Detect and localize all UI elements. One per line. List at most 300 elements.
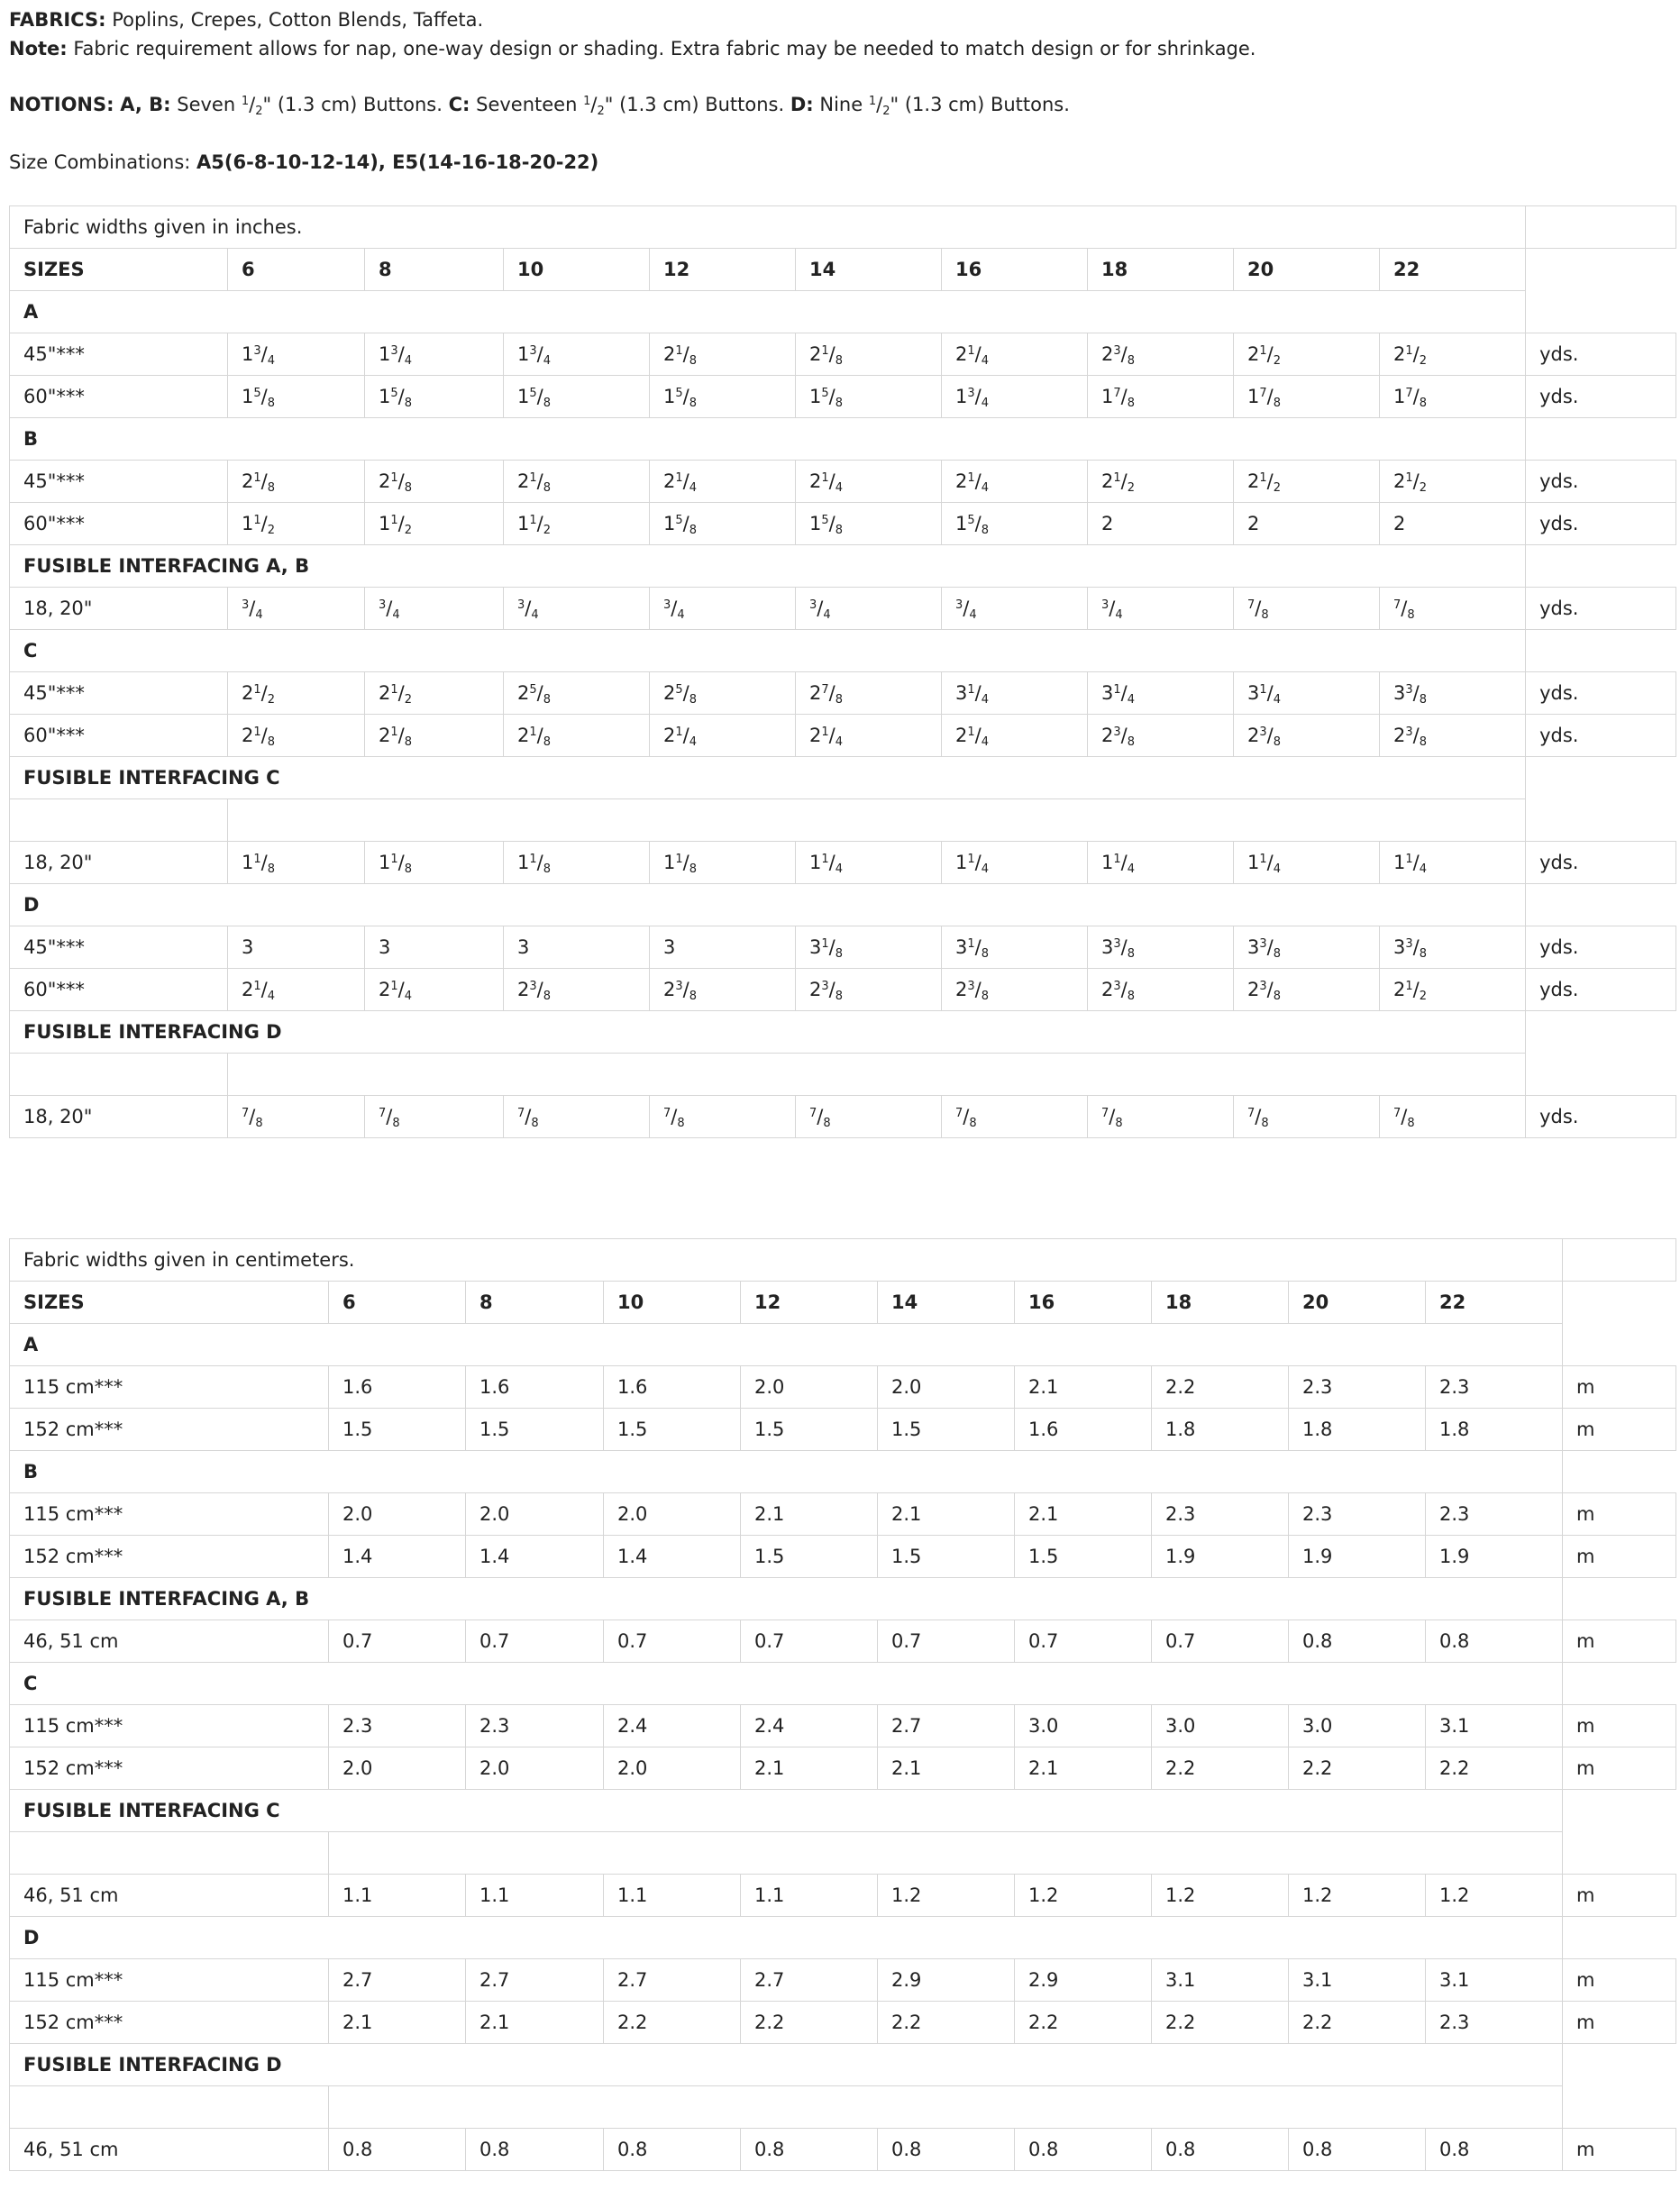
- value-cell: $2^1/_8$: [504, 461, 650, 503]
- value-cell: $3^3/_8$: [1088, 926, 1234, 969]
- value-cell: 0.8: [1289, 2129, 1426, 2171]
- value-cell: 2: [1380, 503, 1526, 545]
- value-cell: $2^1/_8$: [796, 333, 942, 376]
- value-cell: 2.0: [604, 1493, 741, 1536]
- value-cell: 2.7: [878, 1705, 1015, 1747]
- value-cell: 0.7: [604, 1620, 741, 1663]
- value-cell: $3^3/_8$: [1380, 926, 1526, 969]
- value-cell: 0.8: [329, 2129, 466, 2171]
- value-cell: $2^1/_2$: [1234, 333, 1380, 376]
- value-cell: 2.4: [604, 1705, 741, 1747]
- row-label: 60"***: [10, 376, 228, 418]
- half-fraction: $^1/_2$: [868, 94, 890, 118]
- notions-line: [9, 94, 1070, 118]
- value-cell: 1.2: [1426, 1875, 1563, 1917]
- notions-d-count: Nine: [819, 94, 863, 115]
- value-cell: $1^7/_8$: [1380, 376, 1526, 418]
- table-row: [10, 588, 1676, 630]
- value-cell: $2^1/_4$: [942, 461, 1088, 503]
- value-cell: 0.8: [604, 2129, 741, 2171]
- value-cell: 0.7: [878, 1620, 1015, 1663]
- section-label: D: [10, 884, 1526, 926]
- size-header-cell: 8: [466, 1282, 604, 1324]
- unit-cell: m: [1563, 1705, 1676, 1747]
- value-cell: $2^1/_4$: [796, 715, 942, 757]
- row-label: 18, 20": [10, 588, 228, 630]
- note-label: Note:: [9, 38, 68, 59]
- section-row: [10, 884, 1676, 926]
- value-cell: $^7/_8$: [650, 1096, 796, 1138]
- value-cell: 1.6: [466, 1366, 604, 1409]
- value-cell: $^3/_4$: [1088, 588, 1234, 630]
- value-cell: $2^3/_8$: [650, 969, 796, 1011]
- value-cell: 2.2: [741, 2002, 878, 2044]
- section-label: C: [10, 630, 1526, 672]
- value-cell: $2^3/_8$: [796, 969, 942, 1011]
- value-cell: $2^3/_8$: [942, 969, 1088, 1011]
- fabrics-text: Poplins, Crepes, Cotton Blends, Taffeta.: [112, 9, 484, 31]
- blank-cell: [10, 1054, 228, 1096]
- row-label: 152 cm***: [10, 1536, 329, 1578]
- value-cell: 2.3: [1426, 1493, 1563, 1536]
- blank-row: [10, 1054, 1676, 1096]
- section-label: A: [10, 291, 1526, 333]
- blank-cell: [10, 799, 228, 842]
- value-cell: $2^1/_8$: [365, 461, 504, 503]
- value-cell: 2.3: [1289, 1366, 1426, 1409]
- notions-label: NOTIONS:: [9, 94, 114, 115]
- value-cell: $3^3/_8$: [1380, 672, 1526, 715]
- value-cell: 2.1: [1015, 1493, 1152, 1536]
- size-header-cell: 22: [1380, 249, 1526, 291]
- value-cell: $1^1/_4$: [942, 842, 1088, 884]
- value-cell: 2.0: [466, 1747, 604, 1790]
- value-cell: 2.1: [878, 1747, 1015, 1790]
- blank-cell: [329, 1832, 1563, 1875]
- value-cell: $^3/_4$: [228, 588, 365, 630]
- value-cell: 1.1: [604, 1875, 741, 1917]
- value-cell: $1^1/_4$: [1380, 842, 1526, 884]
- row-label: 45"***: [10, 333, 228, 376]
- value-cell: 0.8: [1152, 2129, 1289, 2171]
- empty-unit-cell: [1563, 1790, 1676, 1832]
- unit-cell: m: [1563, 1493, 1676, 1536]
- value-cell: 1.6: [1015, 1409, 1152, 1451]
- size-combinations-line: [9, 151, 598, 173]
- value-cell: 2.3: [466, 1705, 604, 1747]
- empty-unit-cell: [1563, 1578, 1676, 1620]
- value-cell: 2.3: [1426, 1366, 1563, 1409]
- row-label: 115 cm***: [10, 1959, 329, 2002]
- size-header-cell: 6: [228, 249, 365, 291]
- value-cell: $1^1/_8$: [650, 842, 796, 884]
- caption-row: [10, 1239, 1676, 1282]
- size-header-cell: 10: [504, 249, 650, 291]
- section-label: FUSIBLE INTERFACING A, B: [10, 1578, 1563, 1620]
- section-row: [10, 757, 1676, 799]
- section-row: [10, 418, 1676, 461]
- value-cell: $^7/_8$: [1088, 1096, 1234, 1138]
- value-cell: 2.0: [466, 1493, 604, 1536]
- value-cell: 3.1: [1426, 1705, 1563, 1747]
- section-row: [10, 630, 1676, 672]
- empty-unit-cell: [1563, 2086, 1676, 2129]
- value-cell: 2.0: [878, 1366, 1015, 1409]
- value-cell: $1^1/_8$: [365, 842, 504, 884]
- value-cell: $1^1/_4$: [1088, 842, 1234, 884]
- table-row: [10, 1747, 1676, 1790]
- empty-unit-cell: [1563, 1282, 1676, 1324]
- value-cell: 3: [650, 926, 796, 969]
- value-cell: 2.2: [1289, 2002, 1426, 2044]
- value-cell: 2.9: [878, 1959, 1015, 2002]
- value-cell: $2^3/_8$: [1380, 715, 1526, 757]
- size-combo-label: Size Combinations:: [9, 151, 191, 173]
- table-row: [10, 969, 1676, 1011]
- value-cell: $2^3/_8$: [1234, 715, 1380, 757]
- section-row: [10, 1011, 1676, 1054]
- value-cell: 2.1: [466, 2002, 604, 2044]
- table-row: [10, 1536, 1676, 1578]
- value-cell: 2.2: [1289, 1747, 1426, 1790]
- value-cell: $1^1/_2$: [228, 503, 365, 545]
- section-label: FUSIBLE INTERFACING C: [10, 1790, 1563, 1832]
- value-cell: 2.2: [1426, 1747, 1563, 1790]
- blank-row: [10, 1832, 1676, 1875]
- caption-row: [10, 206, 1676, 249]
- value-cell: $1^5/_8$: [228, 376, 365, 418]
- value-cell: 2.0: [741, 1366, 878, 1409]
- blank-cell: [228, 1054, 1526, 1096]
- value-cell: 0.8: [741, 2129, 878, 2171]
- value-cell: $2^1/_4$: [365, 969, 504, 1011]
- value-cell: 2.7: [329, 1959, 466, 2002]
- value-cell: 1.4: [329, 1536, 466, 1578]
- value-cell: $1^5/_8$: [796, 503, 942, 545]
- table-row: [10, 1366, 1676, 1409]
- value-cell: 2.2: [878, 2002, 1015, 2044]
- value-cell: 2.1: [329, 2002, 466, 2044]
- blank-row: [10, 2086, 1676, 2129]
- value-cell: $2^3/_8$: [1234, 969, 1380, 1011]
- value-cell: $2^1/_2$: [1234, 461, 1380, 503]
- value-cell: $^7/_8$: [796, 1096, 942, 1138]
- size-header-cell: 12: [741, 1282, 878, 1324]
- value-cell: 2.7: [604, 1959, 741, 2002]
- unit-cell: yds.: [1526, 842, 1676, 884]
- section-row: [10, 1663, 1676, 1705]
- notions-ab-count: Seven: [177, 94, 236, 115]
- value-cell: 1.2: [1152, 1875, 1289, 1917]
- value-cell: 1.8: [1426, 1409, 1563, 1451]
- unit-cell: m: [1563, 1620, 1676, 1663]
- notions-c-desc: " (1.3 cm) Buttons.: [604, 94, 785, 115]
- unit-cell: yds.: [1526, 503, 1676, 545]
- unit-cell: m: [1563, 1536, 1676, 1578]
- value-cell: $1^5/_8$: [942, 503, 1088, 545]
- size-header-cell: 14: [878, 1282, 1015, 1324]
- value-cell: $3^1/_8$: [942, 926, 1088, 969]
- value-cell: $1^5/_8$: [650, 503, 796, 545]
- table-caption: Fabric widths given in centimeters.: [10, 1239, 1563, 1282]
- section-row: [10, 2044, 1676, 2086]
- section-label: D: [10, 1917, 1563, 1959]
- half-fraction: $^1/_2$: [583, 94, 605, 118]
- blank-cell: [228, 799, 1526, 842]
- table-row: [10, 1959, 1676, 2002]
- cm-table-body: [10, 1239, 1676, 2171]
- value-cell: $1^1/_8$: [504, 842, 650, 884]
- fabrics-line: [9, 9, 483, 31]
- value-cell: 3: [228, 926, 365, 969]
- value-cell: $2^1/_8$: [228, 461, 365, 503]
- value-cell: $^7/_8$: [504, 1096, 650, 1138]
- unit-cell: m: [1563, 2002, 1676, 2044]
- value-cell: 2.2: [1152, 1366, 1289, 1409]
- size-header-cell: 16: [1015, 1282, 1152, 1324]
- value-cell: $2^1/_2$: [1380, 461, 1526, 503]
- section-label: FUSIBLE INTERFACING A, B: [10, 545, 1526, 588]
- value-cell: $2^1/_2$: [228, 672, 365, 715]
- value-cell: 3.1: [1289, 1959, 1426, 2002]
- empty-unit-cell: [1563, 1239, 1676, 1282]
- value-cell: $2^3/_8$: [1088, 715, 1234, 757]
- table-row: [10, 376, 1676, 418]
- value-cell: 1.8: [1289, 1409, 1426, 1451]
- size-header-cell: 8: [365, 249, 504, 291]
- value-cell: 2.2: [1152, 2002, 1289, 2044]
- value-cell: 2.1: [1015, 1366, 1152, 1409]
- value-cell: $^3/_4$: [796, 588, 942, 630]
- table-caption: Fabric widths given in inches.: [10, 206, 1526, 249]
- size-header-cell: 12: [650, 249, 796, 291]
- value-cell: $3^1/_4$: [942, 672, 1088, 715]
- notions-d-label: D:: [790, 94, 814, 115]
- value-cell: 0.8: [466, 2129, 604, 2171]
- value-cell: 1.5: [1015, 1536, 1152, 1578]
- value-cell: 1.9: [1289, 1536, 1426, 1578]
- value-cell: $1^5/_8$: [796, 376, 942, 418]
- value-cell: 3.0: [1152, 1705, 1289, 1747]
- value-cell: $2^1/_4$: [650, 461, 796, 503]
- blank-cell: [329, 2086, 1563, 2129]
- empty-unit-cell: [1526, 757, 1676, 799]
- value-cell: 2: [1234, 503, 1380, 545]
- value-cell: $3^1/_8$: [796, 926, 942, 969]
- inches-table-body: [10, 206, 1676, 1138]
- row-label: 46, 51 cm: [10, 1875, 329, 1917]
- value-cell: 3: [504, 926, 650, 969]
- value-cell: 0.8: [1289, 1620, 1426, 1663]
- value-cell: 2.3: [1289, 1493, 1426, 1536]
- section-label: B: [10, 1451, 1563, 1493]
- value-cell: 1.2: [878, 1875, 1015, 1917]
- value-cell: $^3/_4$: [504, 588, 650, 630]
- value-cell: $^3/_4$: [365, 588, 504, 630]
- blank-cell: [10, 2086, 329, 2129]
- value-cell: $2^1/_4$: [796, 461, 942, 503]
- value-cell: $2^1/_4$: [942, 715, 1088, 757]
- value-cell: $1^1/_2$: [365, 503, 504, 545]
- table-row: [10, 1620, 1676, 1663]
- value-cell: 0.8: [1015, 2129, 1152, 2171]
- size-header-cell: 18: [1088, 249, 1234, 291]
- value-cell: $1^3/_4$: [228, 333, 365, 376]
- section-row: [10, 1790, 1676, 1832]
- note-text: Fabric requirement allows for nap, one-way design or shading. Extra fabric may be needed to match design or for shrinkage.: [73, 38, 1256, 59]
- unit-cell: yds.: [1526, 461, 1676, 503]
- value-cell: 3.1: [1426, 1959, 1563, 2002]
- empty-unit-cell: [1526, 206, 1676, 249]
- table-row: [10, 715, 1676, 757]
- size-header-cell: 16: [942, 249, 1088, 291]
- value-cell: 2.2: [604, 2002, 741, 2044]
- value-cell: 2.1: [1015, 1747, 1152, 1790]
- table-row: [10, 926, 1676, 969]
- row-label: 60"***: [10, 969, 228, 1011]
- value-cell: $1^7/_8$: [1234, 376, 1380, 418]
- empty-unit-cell: [1526, 799, 1676, 842]
- section-row: [10, 1917, 1676, 1959]
- value-cell: $1^5/_8$: [365, 376, 504, 418]
- value-cell: $1^3/_4$: [504, 333, 650, 376]
- row-label: 152 cm***: [10, 1409, 329, 1451]
- value-cell: $2^1/_4$: [650, 715, 796, 757]
- size-header-cell: 20: [1289, 1282, 1426, 1324]
- value-cell: 2.9: [1015, 1959, 1152, 2002]
- size-header-cell: 14: [796, 249, 942, 291]
- row-label: 18, 20": [10, 1096, 228, 1138]
- value-cell: $2^3/_8$: [504, 969, 650, 1011]
- section-label: FUSIBLE INTERFACING D: [10, 1011, 1526, 1054]
- value-cell: 1.5: [741, 1536, 878, 1578]
- unit-cell: m: [1563, 1875, 1676, 1917]
- value-cell: 0.7: [1152, 1620, 1289, 1663]
- value-cell: $^7/_8$: [365, 1096, 504, 1138]
- value-cell: 1.5: [466, 1409, 604, 1451]
- value-cell: $2^3/_8$: [1088, 333, 1234, 376]
- value-cell: 0.8: [1426, 1620, 1563, 1663]
- value-cell: $2^5/_8$: [504, 672, 650, 715]
- value-cell: $^7/_8$: [228, 1096, 365, 1138]
- value-cell: 0.7: [466, 1620, 604, 1663]
- table-row: [10, 842, 1676, 884]
- value-cell: 1.5: [329, 1409, 466, 1451]
- row-label: 46, 51 cm: [10, 2129, 329, 2171]
- value-cell: $2^1/_4$: [942, 333, 1088, 376]
- value-cell: 1.5: [878, 1409, 1015, 1451]
- table-row: [10, 1875, 1676, 1917]
- value-cell: $1^7/_8$: [1088, 376, 1234, 418]
- value-cell: 1.1: [741, 1875, 878, 1917]
- unit-cell: yds.: [1526, 376, 1676, 418]
- row-label: 152 cm***: [10, 1747, 329, 1790]
- value-cell: $1^1/_8$: [228, 842, 365, 884]
- sizes-label: SIZES: [10, 1282, 329, 1324]
- unit-cell: m: [1563, 1959, 1676, 2002]
- value-cell: 2.4: [741, 1705, 878, 1747]
- value-cell: $1^1/_4$: [796, 842, 942, 884]
- section-label: FUSIBLE INTERFACING D: [10, 2044, 1563, 2086]
- value-cell: 1.5: [604, 1409, 741, 1451]
- value-cell: 2.0: [604, 1747, 741, 1790]
- empty-unit-cell: [1526, 545, 1676, 588]
- value-cell: 2.3: [1152, 1493, 1289, 1536]
- unit-cell: m: [1563, 2129, 1676, 2171]
- unit-cell: yds.: [1526, 672, 1676, 715]
- row-label: 45"***: [10, 672, 228, 715]
- section-label: C: [10, 1663, 1563, 1705]
- value-cell: 0.8: [878, 2129, 1015, 2171]
- row-label: 115 cm***: [10, 1366, 329, 1409]
- row-label: 115 cm***: [10, 1705, 329, 1747]
- table-row: [10, 503, 1676, 545]
- value-cell: $2^5/_8$: [650, 672, 796, 715]
- value-cell: 3.0: [1015, 1705, 1152, 1747]
- sizes-header-row: [10, 249, 1676, 291]
- unit-cell: yds.: [1526, 969, 1676, 1011]
- value-cell: $2^1/_2$: [1380, 969, 1526, 1011]
- size-header-cell: 18: [1152, 1282, 1289, 1324]
- unit-cell: yds.: [1526, 1096, 1676, 1138]
- note-line: [9, 38, 1256, 59]
- size-header-cell: 6: [329, 1282, 466, 1324]
- value-cell: 1.1: [329, 1875, 466, 1917]
- empty-unit-cell: [1563, 1324, 1676, 1366]
- value-cell: $2^1/_2$: [1088, 461, 1234, 503]
- row-label: 152 cm***: [10, 2002, 329, 2044]
- notions-ab-label: A, B:: [120, 94, 171, 115]
- table-row: [10, 672, 1676, 715]
- size-combo-value: A5(6-8-10-12-14), E5(14-16-18-20-22): [196, 151, 599, 173]
- notions-ab-desc: " (1.3 cm) Buttons.: [262, 94, 443, 115]
- value-cell: 1.8: [1152, 1409, 1289, 1451]
- empty-unit-cell: [1563, 1832, 1676, 1875]
- table-row: [10, 2129, 1676, 2171]
- value-cell: 1.5: [741, 1409, 878, 1451]
- value-cell: $^7/_8$: [1234, 588, 1380, 630]
- fabrics-label: FABRICS:: [9, 9, 106, 31]
- value-cell: 1.9: [1152, 1536, 1289, 1578]
- value-cell: $^7/_8$: [942, 1096, 1088, 1138]
- value-cell: 2: [1088, 503, 1234, 545]
- value-cell: 0.7: [1015, 1620, 1152, 1663]
- value-cell: 1.5: [878, 1536, 1015, 1578]
- value-cell: 2.2: [1015, 2002, 1152, 2044]
- value-cell: 1.6: [604, 1366, 741, 1409]
- value-cell: 1.6: [329, 1366, 466, 1409]
- empty-unit-cell: [1526, 249, 1676, 291]
- size-header-cell: 10: [604, 1282, 741, 1324]
- unit-cell: m: [1563, 1747, 1676, 1790]
- value-cell: 2.0: [329, 1747, 466, 1790]
- value-cell: $^3/_4$: [650, 588, 796, 630]
- value-cell: $1^1/_4$: [1234, 842, 1380, 884]
- section-row: [10, 545, 1676, 588]
- row-label: 60"***: [10, 715, 228, 757]
- empty-unit-cell: [1526, 630, 1676, 672]
- value-cell: $1^1/_2$: [504, 503, 650, 545]
- unit-cell: m: [1563, 1409, 1676, 1451]
- value-cell: $3^1/_4$: [1234, 672, 1380, 715]
- empty-unit-cell: [1563, 1451, 1676, 1493]
- value-cell: 2.3: [1426, 2002, 1563, 2044]
- value-cell: $3^1/_4$: [1088, 672, 1234, 715]
- value-cell: $1^5/_8$: [650, 376, 796, 418]
- cm-yardage-table: [9, 1238, 1676, 2171]
- section-row: [10, 1578, 1676, 1620]
- value-cell: $2^1/_8$: [650, 333, 796, 376]
